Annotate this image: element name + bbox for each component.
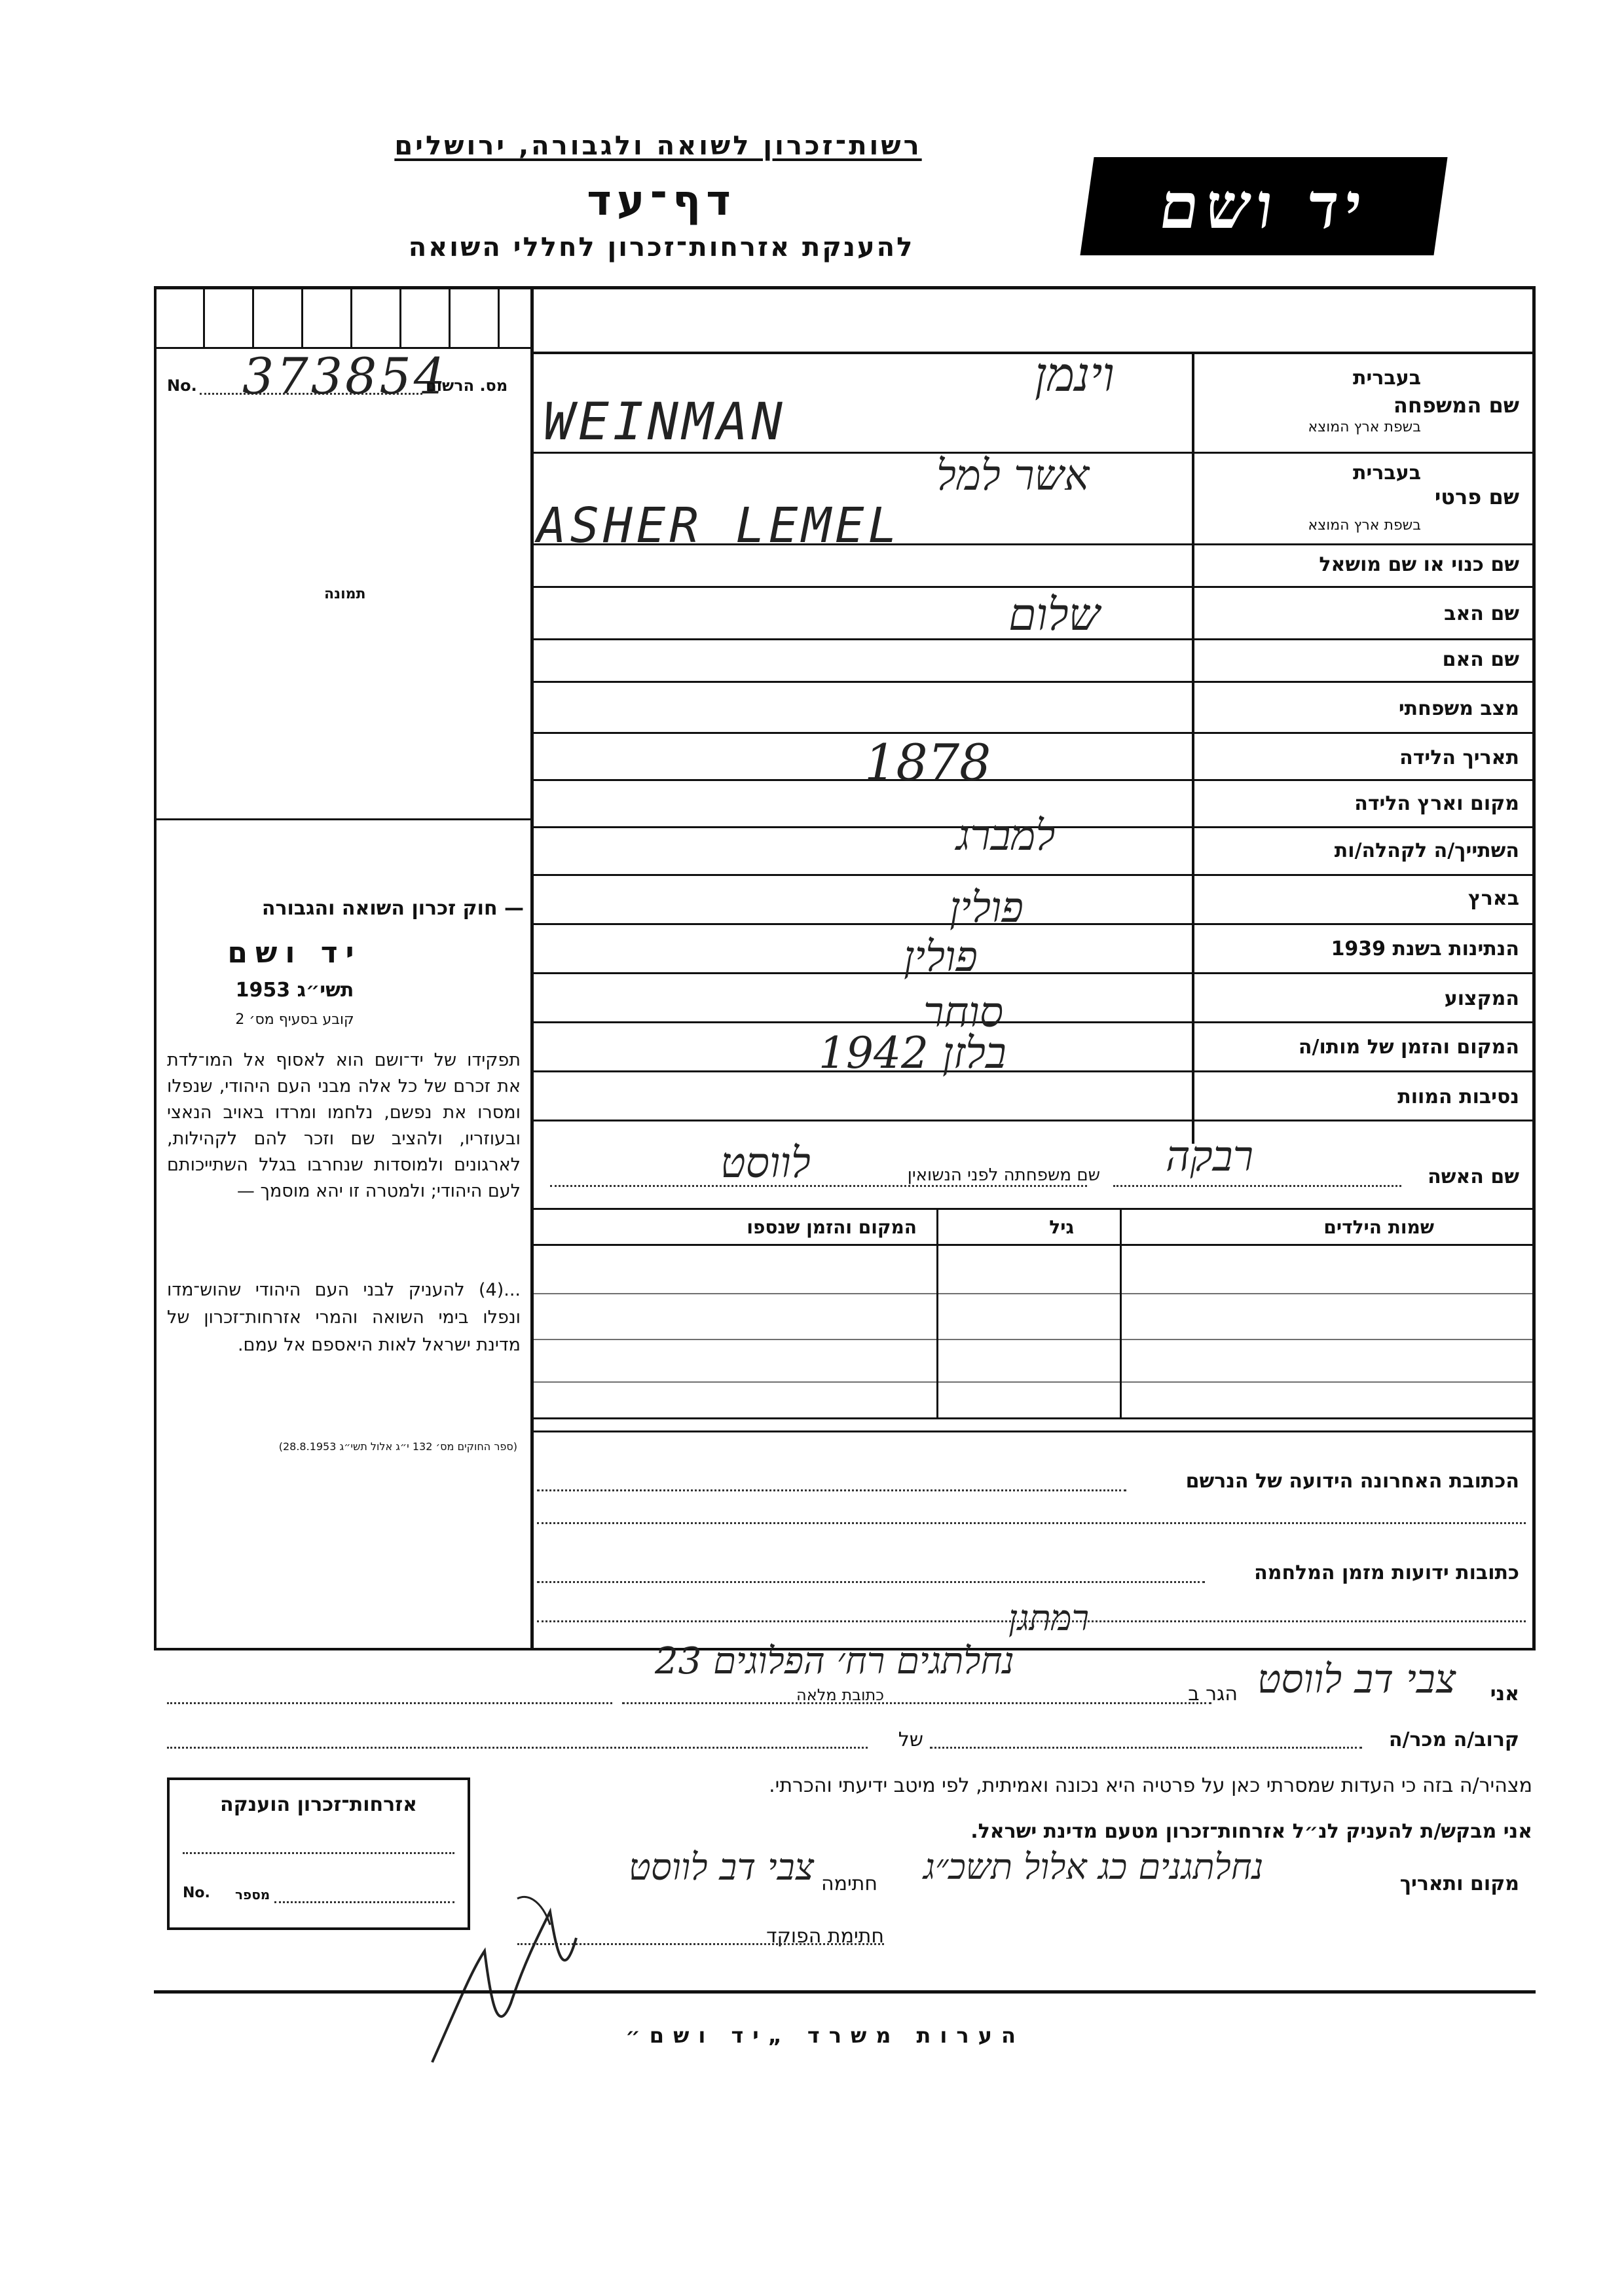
resides-label: הגר ב — [1188, 1683, 1238, 1705]
birthdate-label: תאריך הלידה — [1399, 746, 1519, 769]
law-para2: ...(4) להעניק לבני העם היהודי שהוש־מדו ונפלו בימי השואה והמרי אזרחות־זכרון של מדינת ישראל לאות היאספם אל עמם. — [167, 1280, 521, 1355]
reg-label: מס. הרשום — [426, 376, 508, 395]
hebrew-label-2: בעברית — [1353, 462, 1421, 484]
children-death-header: המקום והזמן שנספו — [747, 1216, 917, 1238]
signature-value: צבי דב לווסט — [629, 1846, 815, 1889]
country-label: בארץ — [1467, 887, 1519, 910]
children-names-header: שמות הילדים — [1323, 1216, 1434, 1238]
statement-1: מצהיר/ה בזה כי העדות שמסרתי כאן על פרטיה היא נכונה ואמיתית, לפי מיטב ידיעתי והכרתי. — [769, 1774, 1532, 1797]
last-address-label: הכתובת האחרונה הידועה של הנרשם — [1185, 1470, 1519, 1493]
father-label: שם האב — [1444, 602, 1519, 625]
stamp-no-label: No. — [183, 1885, 210, 1901]
maiden-value: לווסט — [720, 1139, 811, 1188]
statement-2: אני מבקש/ת להעניק לנ״ל אזרחות־זכרון מטעם מדינת ישראל. — [970, 1820, 1532, 1843]
wife-value: רבקה — [1166, 1133, 1254, 1181]
officer-label: חתימת הפוקד — [766, 1925, 884, 1948]
of-label: של — [898, 1728, 923, 1751]
family-name-heb: וינמן — [1035, 347, 1115, 402]
citizenship-label: הנתינות בשנת 1939 — [1331, 938, 1519, 960]
page-title: דף־עד — [587, 177, 736, 225]
law-source: (ספר החוקים מס׳ 132 י״ג אלול תשי״ג 28.8.1953) — [278, 1440, 517, 1453]
yad-vashem-logo — [1080, 157, 1447, 255]
family-name-label: שם המשפחה — [1393, 393, 1519, 418]
i-label: אני — [1490, 1683, 1519, 1705]
local-lang-label-1: בשפת ארץ המוצא — [1308, 419, 1421, 435]
father-value: שלום — [1008, 589, 1100, 641]
mother-label: שם האם — [1442, 648, 1519, 671]
stamp-title: אזרחות־זכרון הוענקה — [219, 1793, 418, 1816]
stamp-num-label: מספר — [235, 1887, 270, 1903]
signature-label: חתימה — [821, 1872, 877, 1895]
death-place-value: בלזן 1942 — [819, 1028, 1006, 1078]
citizenship-value: פולין — [904, 933, 978, 981]
community-value: למברג — [956, 812, 1056, 860]
resides-prefix: רמתגן — [1008, 1597, 1090, 1639]
wife-label: שם האשה — [1428, 1165, 1519, 1188]
office-notes: הערות משרד „יד ושם״ — [625, 2023, 1025, 2048]
first-name-heb: אשר למל — [936, 452, 1090, 500]
registration-number: 373854 — [242, 347, 449, 405]
no-label: No. — [167, 376, 197, 395]
hebrew-label-1: בעברית — [1353, 367, 1421, 390]
full-address-label: כתובת מלאה — [796, 1686, 884, 1704]
profession-label: המקצוע — [1444, 987, 1519, 1010]
nickname-label: שם כנוי או שם מושאל — [1319, 553, 1519, 576]
law-title: — חוק זכרון השואה והגבורה — [261, 897, 524, 920]
resides-value: נחלתגים רח׳ הפלוגים 23 — [655, 1640, 1014, 1683]
first-name-lat: ASHER LEMEL — [537, 498, 902, 554]
family-name-lat: WEINMAN — [544, 393, 786, 452]
place-date-label: מקום ותאריך — [1399, 1872, 1519, 1895]
country-value: פולין — [950, 884, 1024, 932]
citizenship-stamp-box — [167, 1777, 470, 1930]
marital-label: מצב משפחתי — [1398, 697, 1519, 720]
death-cause-label: נסיבות המוות — [1397, 1085, 1519, 1108]
i-value: צבי דב לווסט — [1257, 1656, 1456, 1702]
maiden-label: שם משפחתה לפני הנשואין — [907, 1165, 1100, 1185]
war-address-label: כתובות ידועות מזמן המלחמה — [1254, 1561, 1519, 1584]
law-clause: קובע בסעיף מס׳ 2 — [235, 1011, 354, 1028]
profession-value: סוחר — [923, 989, 1004, 1037]
birthdate-value: 1878 — [864, 733, 991, 792]
local-lang-label-2: בשפת ארץ המוצא — [1308, 517, 1421, 534]
death-place-label: המקום והזמן של מותו/ה — [1298, 1036, 1519, 1059]
birthplace-label: מקום וארץ הלידה — [1354, 792, 1519, 815]
authority-title: רשות־זכרון לשואה ולגבורה, ירושלים — [394, 131, 922, 161]
first-name-label: שם פרטי — [1434, 484, 1519, 509]
law-year: תשי״ג 1953 — [235, 979, 354, 1002]
community-label: השתייך/ה לקהלה/ות — [1334, 839, 1519, 862]
logo-text: יד ושם — [1154, 169, 1373, 243]
relative-label: קרוב/ה מכר/ה — [1388, 1728, 1519, 1751]
place-date-value: נחלתגנים כג אלול תשכ״ג — [923, 1846, 1264, 1887]
law-name: יד ושם — [227, 936, 362, 970]
photo-label: תמונה — [324, 586, 366, 602]
children-age-header: גיל — [1049, 1216, 1074, 1238]
law-para1: תפקידו של יד־ושם הוא לאסוף אל המו־לדת את זכרם של כל אלה מבני העם היהודי, שנפלו ומסרו את נפשם, נלחמו ומרדו באויב הנאצי ובעוזריו, ולהציב שם וזכר להם לקהילות, לארגונים ולמוסדות שנחרבו בגלל השתייכותם לעם היהודי; ולמטרה זו יהא מוסמך — — [167, 1050, 521, 1201]
page-subtitle: להענקת אזרחות־זכרון לחללי השואה — [408, 232, 915, 263]
